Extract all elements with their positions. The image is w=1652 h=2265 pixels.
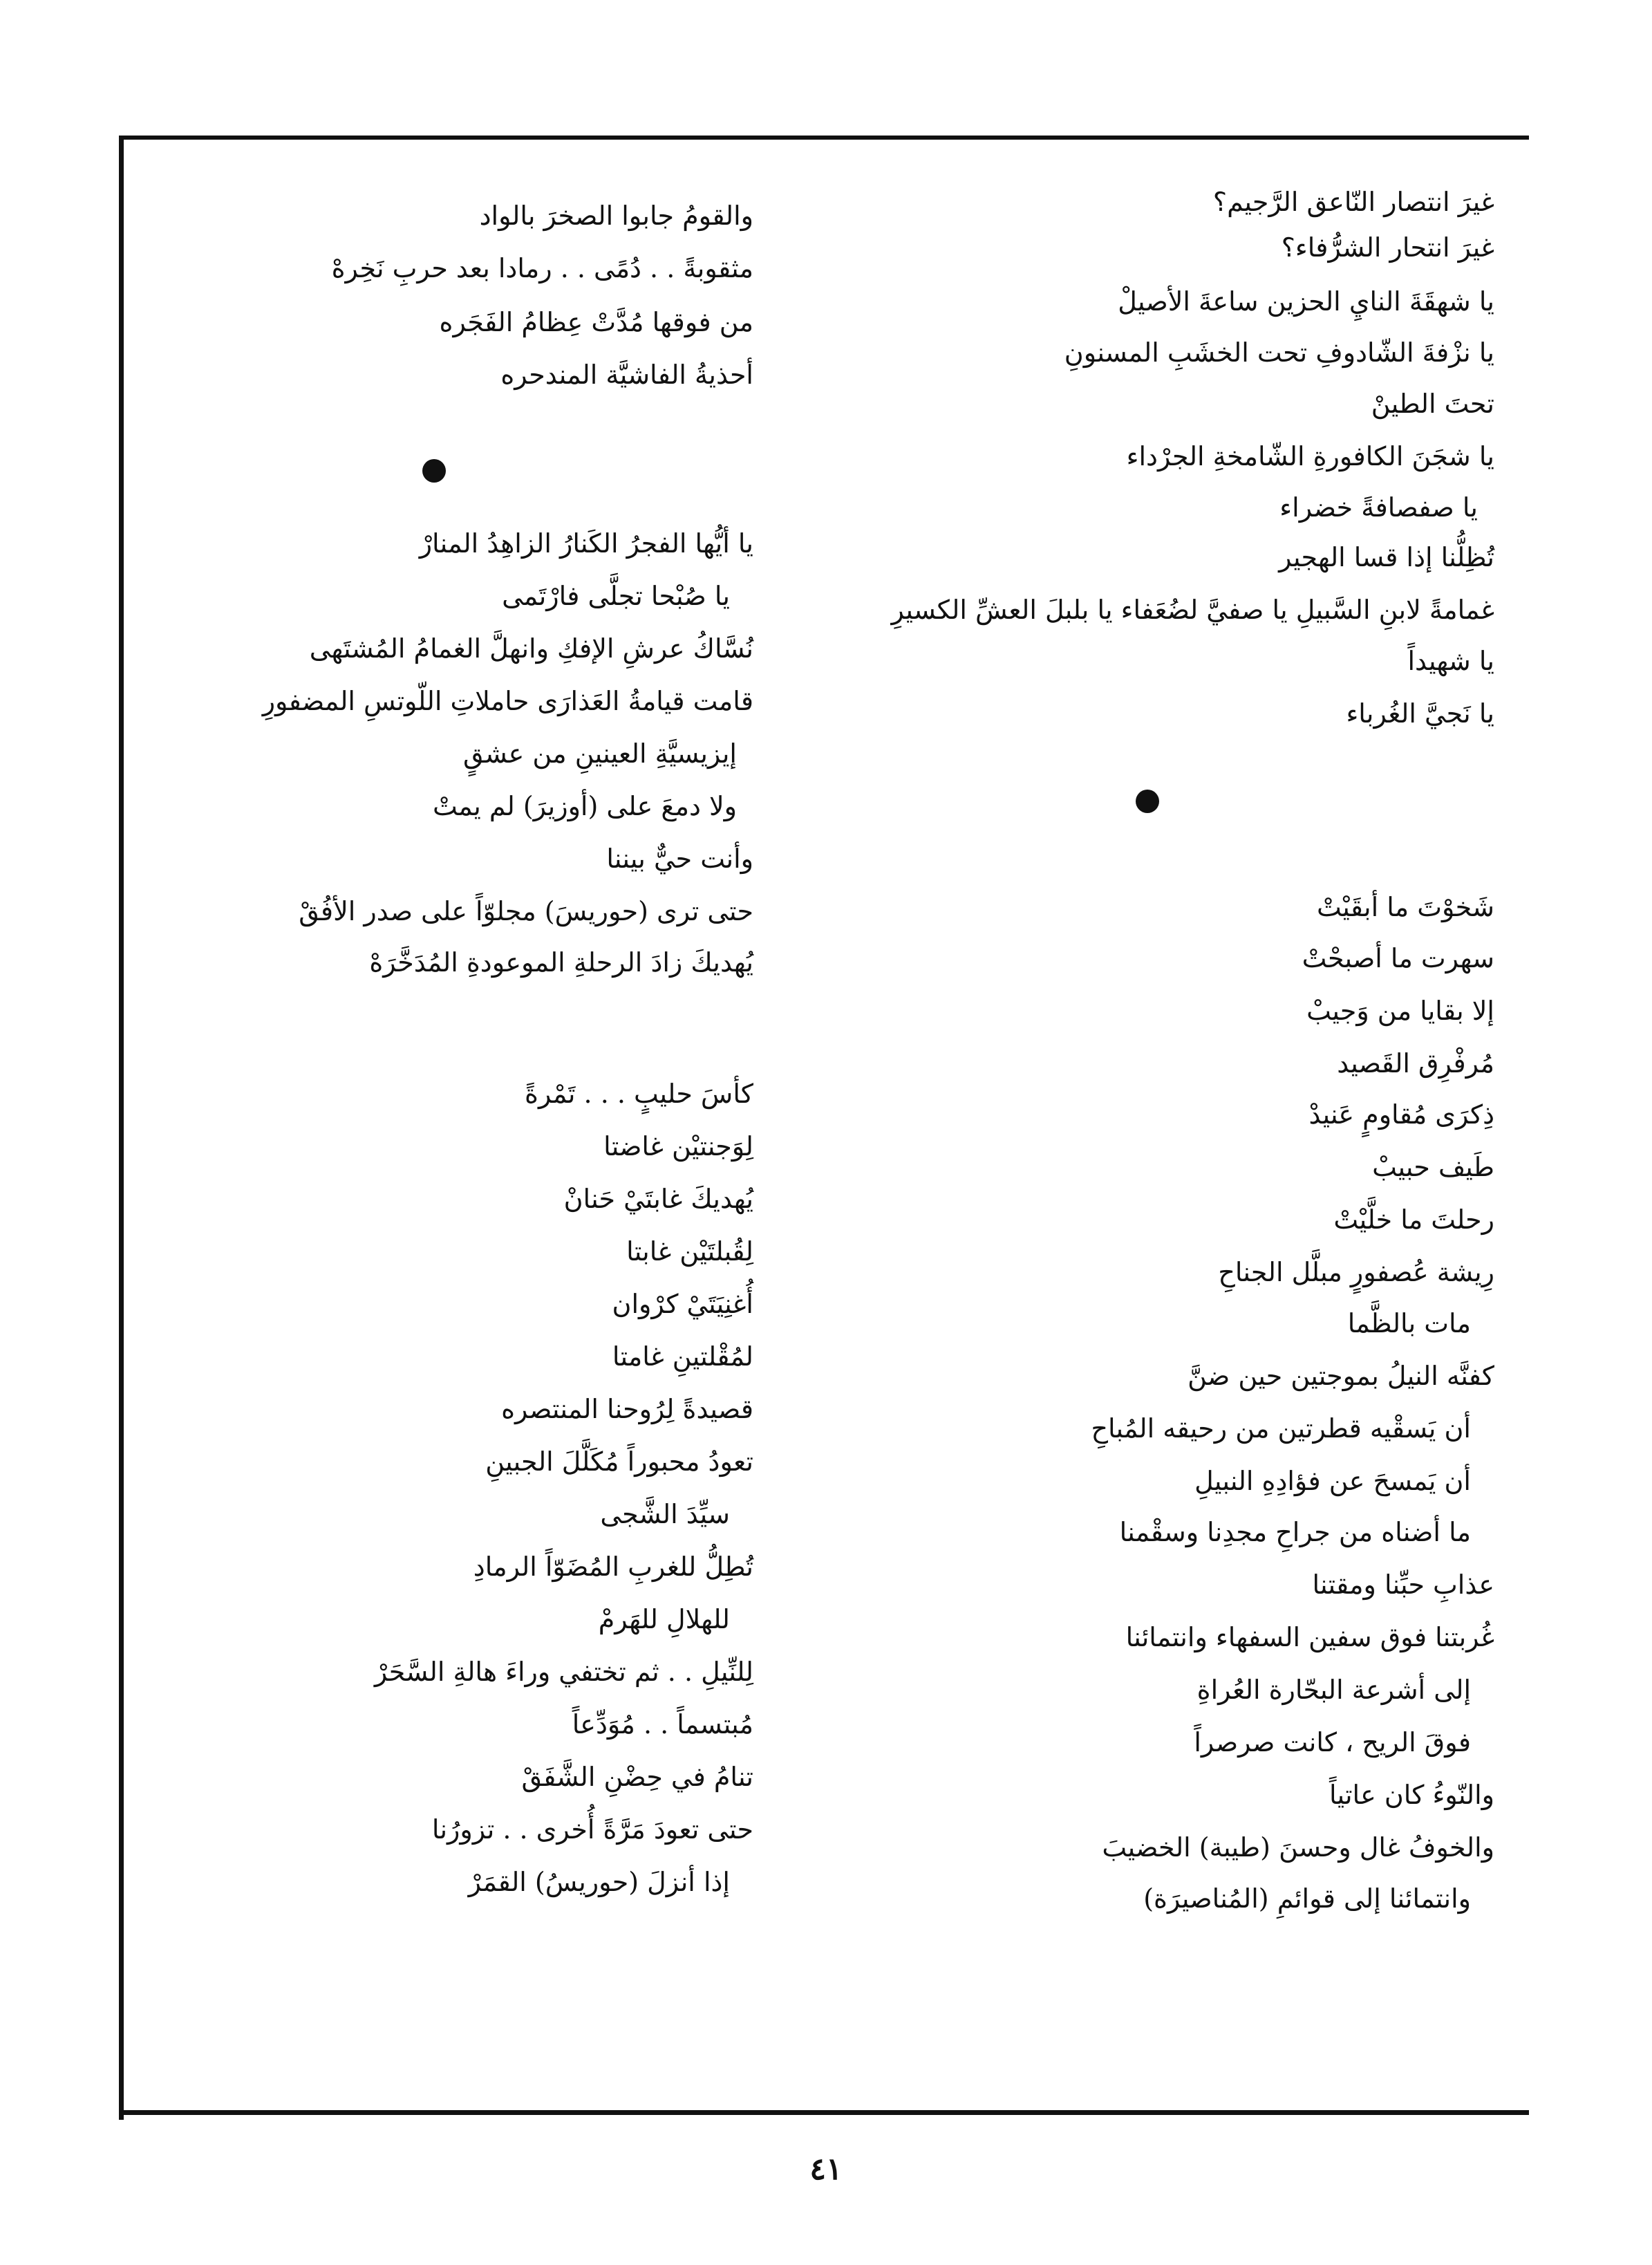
verse-line: ولا دمعَ على (أوزيرَ) لم يمتْ: [432, 791, 737, 821]
verse-line: مُرفْرِق القَصيد: [1337, 1048, 1494, 1079]
page-frame-left-rule: [119, 136, 124, 2120]
verse-line: كفنَّه النيلُ بموجتين حين ضنَّ: [1188, 1361, 1494, 1391]
verse-line: وانتمائنا إلى قوائمِ (المُناصيرَة): [1143, 1883, 1471, 1914]
verse-line: ذِكرَى مُقاومٍ عَنيدْ: [1308, 1099, 1494, 1130]
page-frame-top-rule: [119, 136, 1529, 140]
section-bullet-icon: [1136, 790, 1159, 813]
verse-line: يا نزْفةَ الشّادوفِ تحت الخشَبِ المسنونِ: [1064, 337, 1494, 368]
verse-line: يا صُبْحا تجلَّى فارْتَمى: [502, 581, 730, 611]
verse-line: لِوَجنتيْن غاضتا: [603, 1131, 753, 1162]
verse-line: يا صفصافةً خضراء: [1279, 492, 1478, 523]
verse-line: يُهديكَ غابتَيْ حَنانْ: [563, 1184, 753, 1214]
verse-line: والقومُ جابوا الصخرَ بالواد: [479, 201, 753, 231]
verse-line: أن يَمسحَ عن فؤادِهِ النبيلِ: [1194, 1466, 1471, 1496]
verse-line: يا شهقَةَ النايِ الحزين ساعةَ الأصيلْ: [1118, 286, 1494, 317]
verse-line: تُظِلُّنا إذا قسا الهجير: [1279, 542, 1494, 572]
verse-line: والخوفُ غال وحسنَ (طيبة) الخضيبَ: [1102, 1832, 1494, 1863]
verse-line: أُغنِيَتَيْ كرْوان: [612, 1289, 753, 1319]
verse-line: وأنت حيٌّ بيننا: [606, 843, 753, 874]
verse-line: غُربتنا فوق سفين السفهاء وانتمائنا: [1125, 1622, 1494, 1652]
verse-line: لِلنِّيلِ . . ثم تختفي وراءَ هالةِ السَّحَرْ: [374, 1657, 753, 1687]
verse-line: للهلالِ للهَرمْ: [598, 1604, 730, 1634]
verse-line: تُطِلُّ للغربِ المُضَوّاً الرمادِ: [473, 1551, 753, 1582]
verse-line: طَيف حبيبْ: [1372, 1152, 1494, 1182]
verse-line: إلى أشرعة البحّارة العُراةِ: [1196, 1675, 1471, 1705]
verse-line: لمُقْلتينِ غامتا: [612, 1341, 753, 1372]
verse-line: يُهديكَ زادَ الرحلةِ الموعودةِ المُدَخَّرَهْ: [369, 947, 753, 978]
verse-line: من فوقها مُدَّتْ عِظامُ الفَجَره: [439, 307, 753, 337]
verse-line: شَخوْتَ ما أبقَيْتْ: [1316, 892, 1494, 922]
verse-line: غيرَ انتحار الشرُّفاء؟: [1281, 232, 1494, 263]
verse-line: مات بالظَّما: [1347, 1308, 1471, 1339]
verse-line: تحتَ الطينْ: [1371, 389, 1494, 419]
verse-line: مثقوبةً . . دُمًى . . رمادا بعد حربِ نَخِرهْ: [331, 253, 753, 283]
verse-line: يا نَجيَّ الغُرباء: [1346, 698, 1494, 729]
verse-line: سيِّدَ الشَّجى: [600, 1499, 730, 1529]
verse-line: عذابِ حبِّنا ومقتنا: [1312, 1569, 1494, 1600]
verse-line: تنامُ في حِضْنِ الشَّفَقْ: [521, 1762, 753, 1792]
verse-line: رِيشة عُصفورٍ مبلَّل الجناحِ: [1218, 1257, 1494, 1287]
verse-line: كأسَ حليبٍ . . . تَمْرةً: [525, 1079, 753, 1109]
verse-line: تعودُ محبوراً مُكَلَّلَ الجبينِ: [485, 1446, 753, 1477]
verse-line: قامت قيامةُ العَذارَى حاملاتِ اللّوتسِ المضفورِ: [262, 686, 753, 716]
verse-line: غيرَ انتصار النّاعق الرَّجيم؟: [1212, 187, 1494, 217]
verse-line: ما أضناه من جراحِ مجدِنا وسقْمنا: [1119, 1517, 1471, 1547]
verse-line: نُسَّاكُ عرشِ الإفكِ وانهلَّ الغمامُ المُشتَهى: [309, 633, 753, 664]
verse-line: مُبتسماً . . مُوَدِّعاً: [572, 1709, 753, 1740]
verse-line: إلا بقايا من وَجيبْ: [1306, 996, 1494, 1026]
verse-line: والنّوءُ كان عاتياً: [1329, 1780, 1494, 1810]
verse-line: إيزيسيَّةِ العينينِ من عشقٍ: [463, 738, 737, 769]
verse-line: رحلتَ ما خلَّيْتْ: [1333, 1204, 1494, 1235]
verse-line: لِقُبلتَيْن غابتا: [626, 1236, 753, 1267]
verse-line: حتى تعودَ مَرَّةً أُخرى . . تزورُنا: [431, 1814, 753, 1845]
page-frame-bottom-rule: [119, 2110, 1529, 2115]
section-bullet-icon: [422, 459, 446, 483]
verse-line: يا أيُّها الفجرُ الكَنارُ الزاهِدُ المنارْ: [419, 528, 753, 559]
verse-line: يا شهيداً: [1407, 646, 1494, 676]
verse-line: غمامةً لابنِ السَّبيلِ يا صفيَّ لضُعَفاء يا بلبلَ العشِّ الكسيرِ: [891, 595, 1494, 625]
verse-line: أن يَسقْيه قطرتين من رحيقه المُباحِ: [1091, 1413, 1471, 1444]
page-number: ٤١: [809, 2152, 843, 2187]
verse-line: فوقَ الريح ، كانت صرصراً: [1194, 1727, 1471, 1758]
verse-line: سهرت ما أصبحْتْ: [1302, 943, 1494, 973]
verse-line: قصيدةً لِرُوحنا المنتصره: [501, 1394, 753, 1424]
verse-line: يا شجَنَ الكافورةِ الشّامخةِ الجرْداء: [1126, 441, 1494, 472]
verse-line: حتى ترى (حوريسَ) مجلوّاً على صدر الأفُقْ: [299, 896, 753, 926]
verse-line: إذا أنزلَ (حوريسُ) القمَرْ: [468, 1867, 730, 1897]
verse-line: أحذيةُ الفاشيَّة المندحره: [500, 360, 753, 390]
